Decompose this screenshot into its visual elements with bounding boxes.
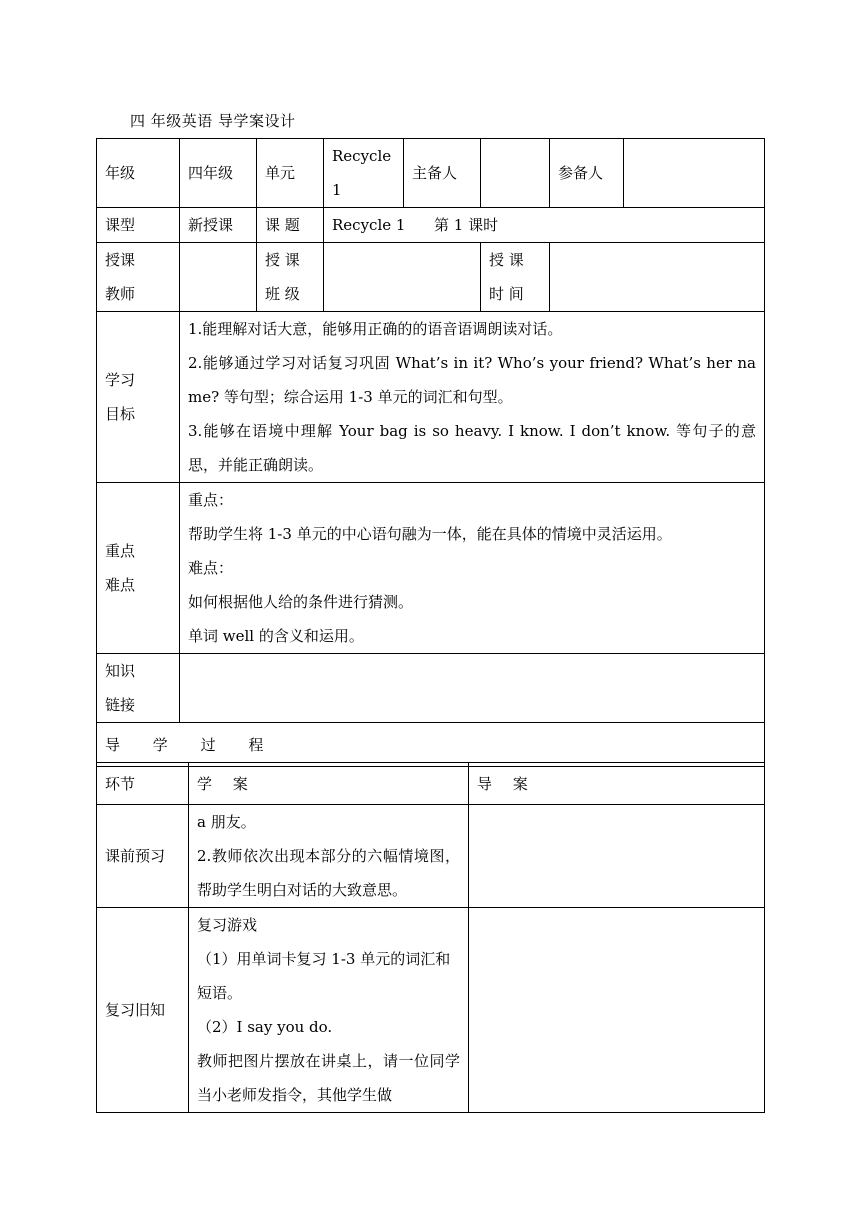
process-title-char: 程 (248, 735, 264, 754)
teacher-label-line-2: 教师 (105, 285, 136, 303)
process-title-char: 导 (105, 735, 121, 754)
objective-item: 2.能够通过学习对话复习巩固 What’s in it? Who’s your friend? What’s her name? 等句型；综合运用 1-3 单元的词汇和句型。 (188, 354, 756, 406)
lesson-info-table (96, 138, 765, 767)
knowledge-label (97, 654, 180, 723)
class-label-line-1: 授 课 (265, 251, 300, 269)
stage-column-header: 环节 (97, 763, 189, 805)
study-cell (189, 908, 469, 1113)
unit-value: Recycle 1 (324, 139, 404, 208)
objectives-content (180, 312, 765, 483)
teacher-label (97, 243, 180, 312)
lesson-topic-value: Recycle 1 第 1 课时 (324, 208, 765, 243)
objective-item: 1.能理解对话大意，能够用正确的的语音语调朗读对话。 (188, 320, 563, 338)
key-points-label-line-2: 难点 (105, 576, 136, 594)
objectives-label-line-2: 目标 (105, 405, 136, 423)
stage-cell: 课前预习 (97, 805, 189, 908)
lesson-type-value: 新授课 (180, 208, 257, 243)
study-line: （1）用单词卡复习 1-3 单元的词汇和短语。 (197, 950, 451, 1002)
knowledge-value (180, 654, 765, 723)
lesson-type-label: 课型 (97, 208, 180, 243)
guide-column-header: 导 案 (469, 763, 765, 805)
study-line: 2.教师依次出现本部分的六幅情境图，帮助学生明白对话的大致意思。 (197, 847, 460, 899)
key-point-line: 难点： (188, 559, 234, 577)
lesson-topic-label: 课 题 (257, 208, 324, 243)
time-label-line-1: 授 课 (489, 251, 524, 269)
teacher-value (180, 243, 257, 312)
table-row (97, 805, 765, 908)
time-value (550, 243, 765, 312)
class-label (257, 243, 324, 312)
key-point-line: 单词 well 的含义和运用。 (188, 627, 364, 645)
key-points-label (97, 483, 180, 654)
unit-label: 单元 (257, 139, 324, 208)
time-label (481, 243, 550, 312)
knowledge-label-line-1: 知识 (105, 662, 136, 680)
key-points-label-line-1: 重点 (105, 542, 136, 560)
key-point-line: 重点： (188, 491, 234, 509)
co-preparer-value (624, 139, 765, 208)
key-point-line: 帮助学生将 1-3 单元的中心语句融为一体，能在具体的情境中灵活运用。 (188, 525, 672, 543)
key-points-content (180, 483, 765, 654)
objectives-label (97, 312, 180, 483)
grade-value: 四年级 (180, 139, 257, 208)
process-title-char: 学 (152, 735, 168, 754)
objective-item: 3.能够在语境中理解 Your bag is so heavy. I know. I don’t know. 等句子的意思，并能正确朗读。 (188, 422, 756, 474)
time-label-line-2: 时 间 (489, 285, 524, 303)
study-line: （2）I say you do. (197, 1018, 333, 1036)
co-preparer-label: 参备人 (550, 139, 624, 208)
lead-preparer-value (481, 139, 550, 208)
study-line: a 朋友。 (197, 813, 256, 831)
study-line: 教师把图片摆放在讲桌上，请一位同学当小老师发指令，其他学生做 (197, 1052, 460, 1104)
study-column-header: 学 案 (189, 763, 469, 805)
lead-preparer-label: 主备人 (404, 139, 481, 208)
study-line: 复习游戏 (197, 916, 258, 934)
teacher-label-line-1: 授课 (105, 251, 136, 269)
guide-cell (469, 908, 765, 1113)
guide-cell (469, 805, 765, 908)
grade-label: 年级 (97, 139, 180, 208)
process-title-char: 过 (200, 735, 216, 754)
process-title (97, 723, 765, 767)
objectives-label-line-1: 学习 (105, 371, 136, 389)
stage-cell: 复习旧知 (97, 908, 189, 1113)
page-title: 四 年级英语 导学案设计 (130, 112, 296, 130)
knowledge-label-line-2: 链接 (105, 696, 136, 714)
study-cell (189, 805, 469, 908)
table-row (97, 908, 765, 1113)
class-value (324, 243, 481, 312)
process-table (96, 762, 765, 1113)
class-label-line-2: 班 级 (265, 285, 300, 303)
key-point-line: 如何根据他人给的条件进行猜测。 (188, 593, 414, 611)
